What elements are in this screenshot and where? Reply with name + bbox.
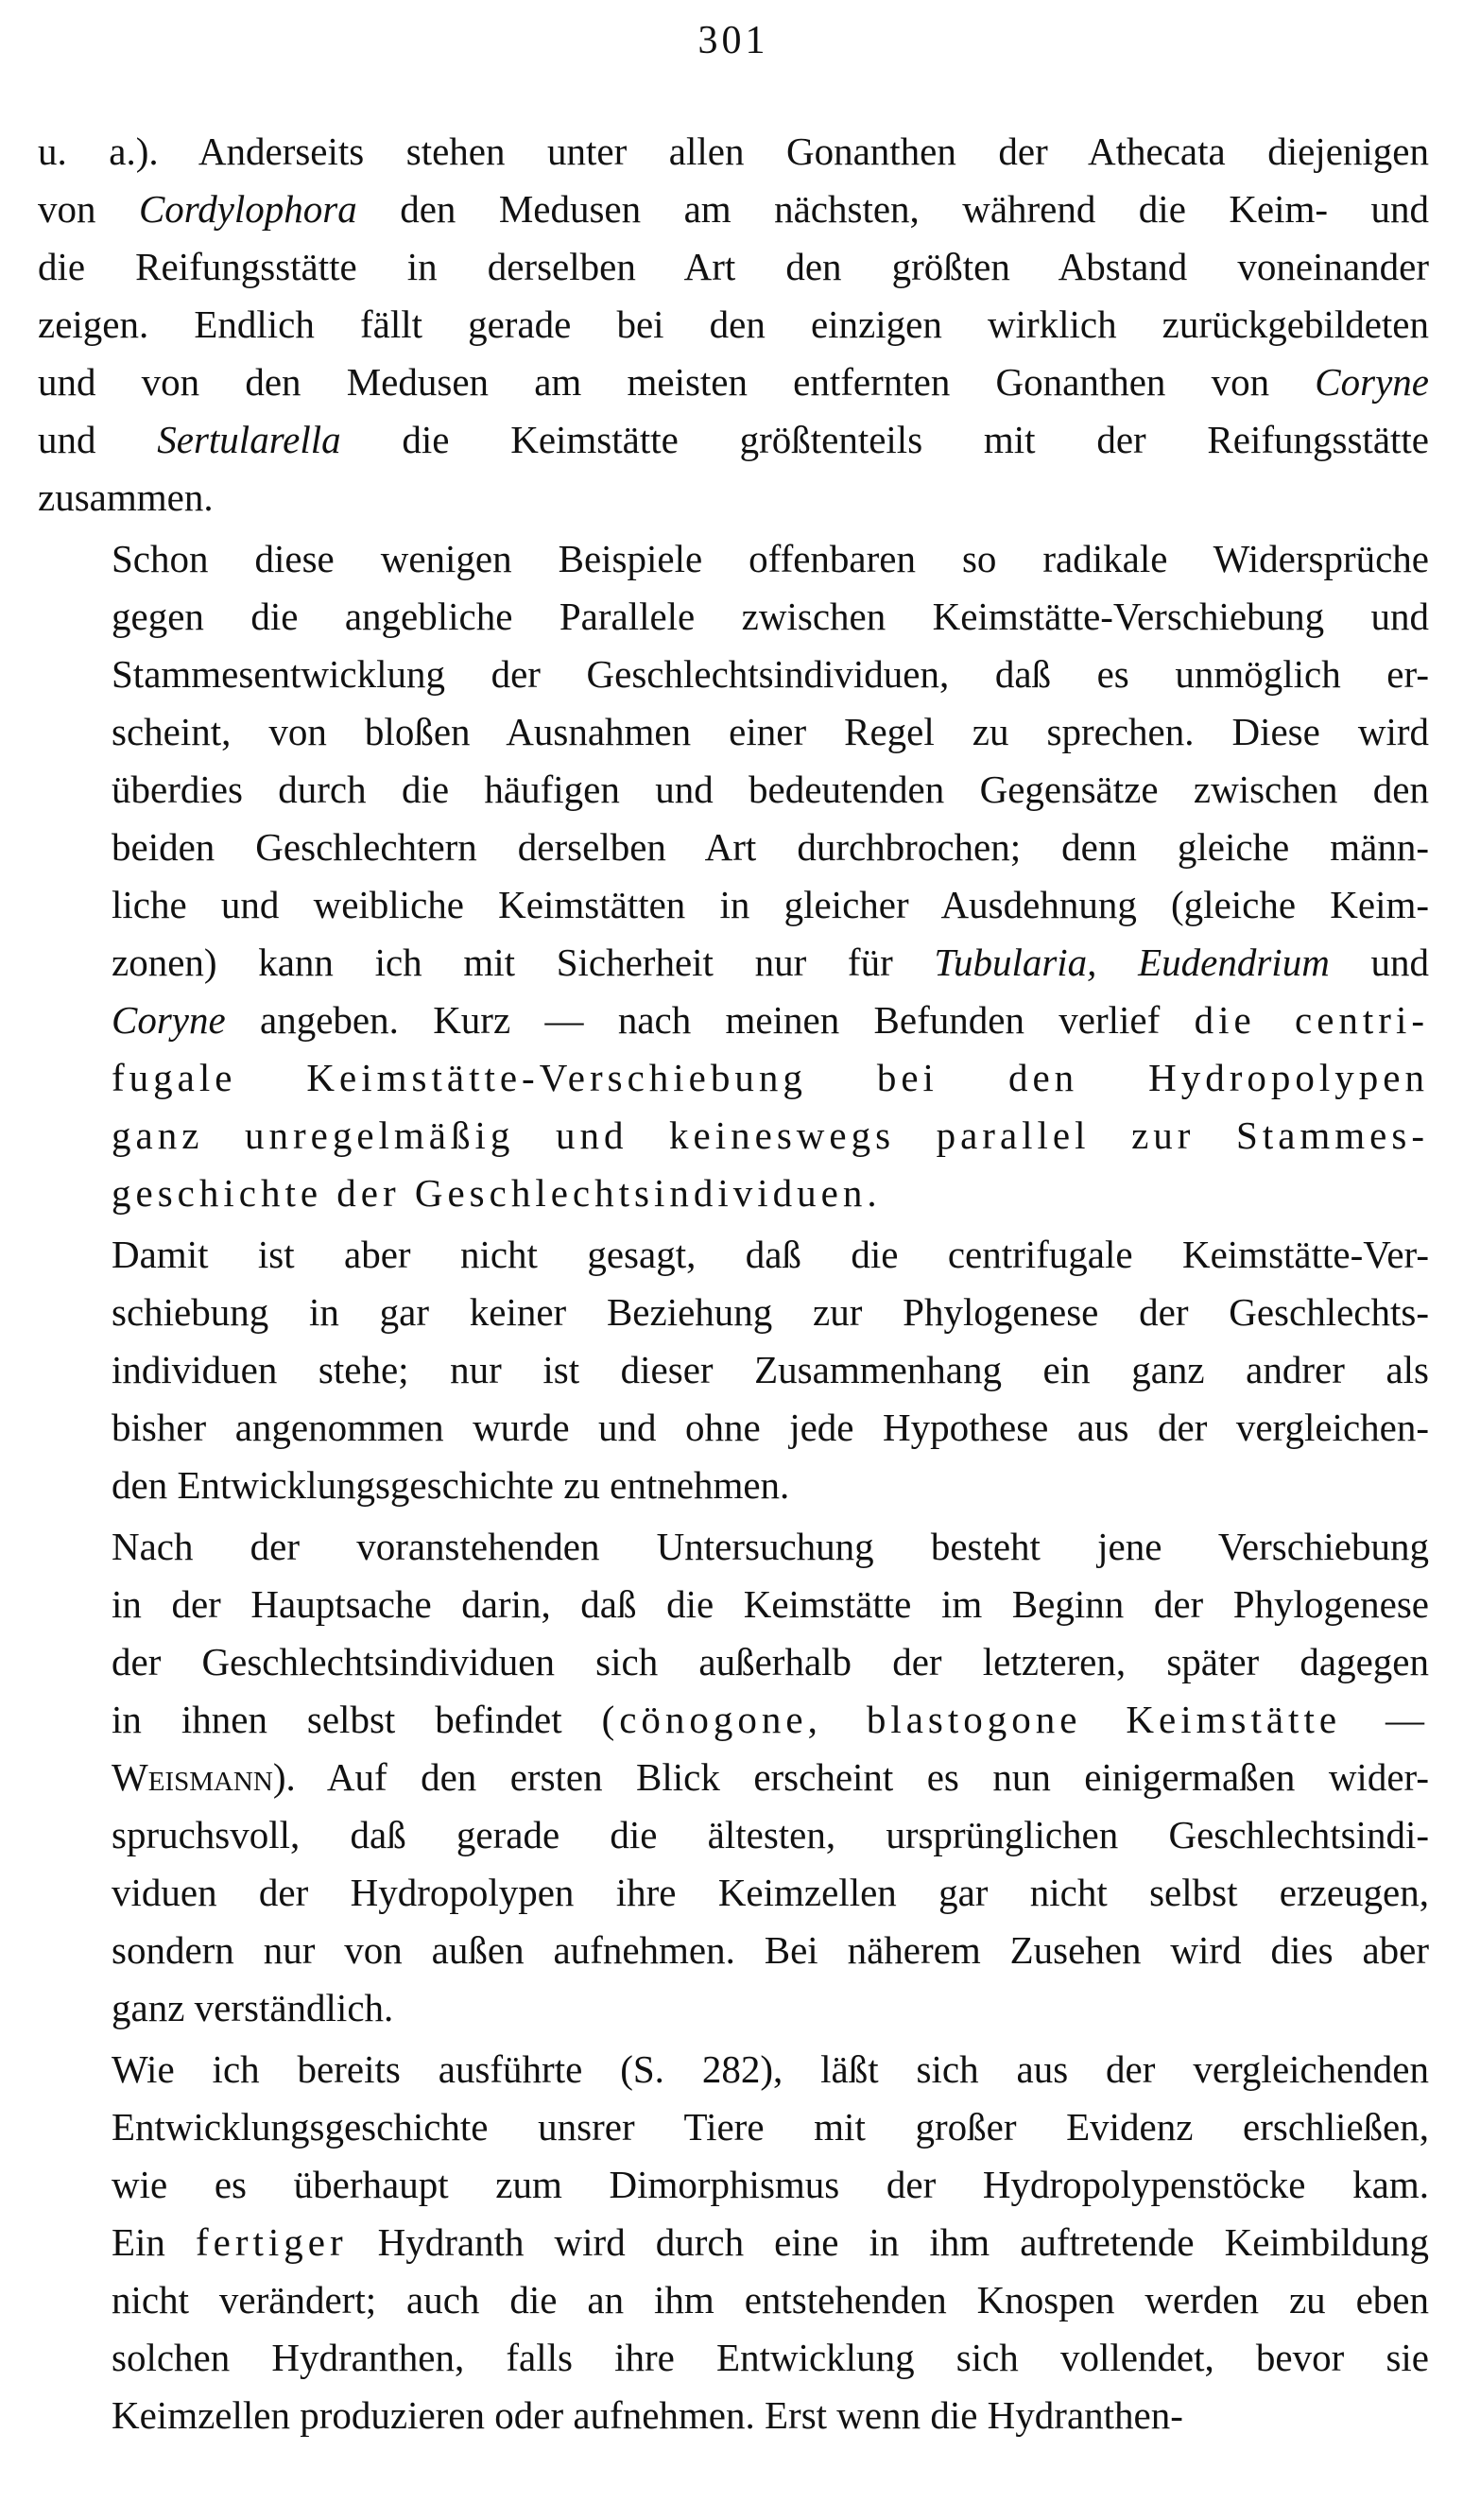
text-line: [38, 2329, 1429, 2387]
text-line: [38, 1165, 1429, 1222]
text-run: nicht verändert; auch die an ihm entstehenden Knospen werden zu eben: [112, 2278, 1429, 2322]
text-run: und: [1329, 941, 1429, 984]
text-run: wie es überhaupt zum Dimorphismus der Hydropolypenstöcke kam.: [112, 2163, 1429, 2206]
text-run: Ein: [112, 2220, 196, 2264]
text-run: gegen die angebliche Parallele zwischen Keimstätte-Verschiebung und: [112, 595, 1429, 638]
text-run: liche und weibliche Keimstätten in gleicher Ausdehnung (gleiche Keim-: [112, 883, 1429, 926]
paragraph: [38, 2041, 1429, 2444]
text-line: [38, 296, 1429, 354]
text-line: [38, 703, 1429, 761]
spaced-emphasis: (cönogone, blastogone Keimstätte —: [601, 1698, 1430, 1741]
paragraph: [38, 1518, 1429, 2037]
text-run: von: [38, 187, 139, 231]
text-line: [38, 1284, 1429, 1341]
text-line: [38, 354, 1429, 411]
text-line: [38, 2156, 1429, 2214]
text-line: [38, 1806, 1429, 1864]
text-line: [38, 1107, 1429, 1165]
text-line: [38, 181, 1429, 238]
text-run: ). Auf den ersten Blick erscheint es nun einigermaßen wider-: [272, 1755, 1429, 1799]
text-line: [38, 2387, 1429, 2444]
spaced-emphasis: geschichte der Geschlechtsindividuen.: [112, 1171, 882, 1215]
spaced-emphasis: fertiger: [195, 2220, 348, 2264]
text-line: [38, 2214, 1429, 2271]
text-run: zusammen.: [38, 475, 214, 519]
text-run: zeigen. Endlich fällt gerade bei den einzigen wirklich zurückgebildeten: [38, 302, 1429, 346]
spaced-emphasis: die centri-: [1194, 998, 1429, 1042]
text-run: spruchsvoll, daß gerade die ältesten, ursprünglichen Geschlechtsindi-: [112, 1813, 1429, 1856]
page-number: 301: [697, 19, 769, 62]
italic-term: Coryne: [1315, 360, 1429, 404]
text-run: beiden Geschlechtern derselben Art durchbrochen; denn gleiche männ-: [112, 825, 1429, 869]
italic-term: Cordylophora: [138, 187, 357, 231]
text-run: die Reifungsstätte in derselben Art den größten Abstand voneinander: [38, 245, 1429, 288]
text-line: [38, 1226, 1429, 1284]
text-line: [38, 646, 1429, 703]
text-run: in der Hauptsache darin, daß die Keimstätte im Beginn der Phylogenese: [112, 1582, 1429, 1626]
text-line: [38, 1979, 1429, 2037]
body-text: [38, 123, 1429, 2444]
text-run: u. a.). Anderseits stehen unter allen Gonanthen der Athecata diejenigen: [38, 129, 1429, 173]
paragraph: [38, 530, 1429, 1222]
text-run: zonen) kann ich mit Sicherheit nur für: [112, 941, 935, 984]
text-line: [38, 530, 1429, 588]
paragraph: [38, 123, 1429, 526]
text-line: [38, 1518, 1429, 1576]
text-line: [38, 2271, 1429, 2329]
text-run: Stammesentwicklung der Geschlechtsindividuen, daß es unmöglich er-: [112, 652, 1429, 696]
text-run: Keimzellen produzieren oder aufnehmen. Erst wenn die Hydranthen-: [112, 2393, 1183, 2437]
text-line: [38, 1576, 1429, 1633]
italic-term: Coryne: [112, 998, 226, 1042]
text-run: sondern nur von außen aufnehmen. Bei näherem Zusehen wird dies aber: [112, 1928, 1429, 1972]
text-line: [38, 2041, 1429, 2098]
text-run: in ihnen selbst befindet: [112, 1698, 602, 1741]
text-run: angeben. Kurz — nach meinen Befunden verlief: [225, 998, 1195, 1042]
text-run: ganz verständlich.: [112, 1986, 394, 2029]
text-run: Entwicklungsgeschichte unsrer Tiere mit großer Evidenz erschließen,: [112, 2105, 1429, 2149]
small-caps-name: Weismann: [112, 1755, 273, 1799]
spaced-emphasis: ganz unregelmäßig und keineswegs parallel zur Stammes-: [112, 1113, 1429, 1157]
text-line: [38, 1457, 1429, 1514]
text-run: und von den Medusen am meisten entfernten Gonanthen von: [38, 360, 1316, 404]
text-run: Hydranth wird durch eine in ihm auftretende Keimbildung: [347, 2220, 1429, 2264]
text-run: die Keimstätte größtenteils mit der Reifungsstätte: [340, 418, 1430, 461]
text-line: [38, 934, 1429, 992]
text-line: [38, 819, 1429, 876]
text-line: [38, 123, 1429, 181]
text-run: den Medusen am nächsten, während die Keim- und: [356, 187, 1429, 231]
text-line: [38, 238, 1429, 296]
text-line: [38, 876, 1429, 934]
text-line: [38, 1922, 1429, 1979]
text-run: der Geschlechtsindividuen sich außerhalb der letzteren, später dagegen: [112, 1640, 1429, 1683]
text-line: [38, 588, 1429, 646]
text-run: schiebung in gar keiner Beziehung zur Phylogenese der Geschlechts-: [112, 1290, 1429, 1334]
text-run: überdies durch die häufigen und bedeutenden Gegensätze zwischen den: [112, 768, 1429, 811]
text-run: individuen stehe; nur ist dieser Zusammenhang ein ganz andrer als: [112, 1348, 1429, 1391]
text-run: Schon diese wenigen Beispiele offenbaren so radikale Widersprüche: [112, 537, 1429, 580]
text-line: [38, 761, 1429, 819]
text-run: viduen der Hydropolypen ihre Keimzellen gar nicht selbst erzeugen,: [112, 1871, 1429, 1914]
text-line: [38, 469, 1429, 526]
italic-term: Tubularia, Eudendrium: [934, 941, 1330, 984]
text-run: den Entwicklungsgeschichte zu entnehmen.: [112, 1463, 790, 1507]
text-line: [38, 1864, 1429, 1922]
text-line: [38, 1341, 1429, 1399]
text-line: [38, 1399, 1429, 1457]
text-line: [38, 992, 1429, 1049]
text-run: und: [38, 418, 158, 461]
text-run: Wie ich bereits ausführte (S. 282), läßt sich aus der vergleichenden: [112, 2047, 1429, 2091]
text-line: [38, 1749, 1429, 1806]
text-run: bisher angenommen wurde und ohne jede Hypothese aus der vergleichen-: [112, 1406, 1429, 1449]
text-line: [38, 2098, 1429, 2156]
paragraph: [38, 1226, 1429, 1514]
italic-term: Sertularella: [157, 418, 341, 461]
text-line: [38, 1049, 1429, 1107]
text-run: scheint, von bloßen Ausnahmen einer Regel zu sprechen. Diese wird: [112, 710, 1429, 753]
text-line: [38, 411, 1429, 469]
text-line: [38, 1691, 1429, 1749]
text-line: [38, 1633, 1429, 1691]
text-run: solchen Hydranthen, falls ihre Entwicklung sich vollendet, bevor sie: [112, 2336, 1429, 2379]
text-run: Nach der voranstehenden Untersuchung besteht jene Verschiebung: [112, 1525, 1429, 1568]
spaced-emphasis: fugale Keimstätte-Verschiebung bei den Hydropolypen: [112, 1056, 1429, 1099]
text-run: Damit ist aber nicht gesagt, daß die centrifugale Keimstätte-Ver-: [112, 1233, 1429, 1276]
